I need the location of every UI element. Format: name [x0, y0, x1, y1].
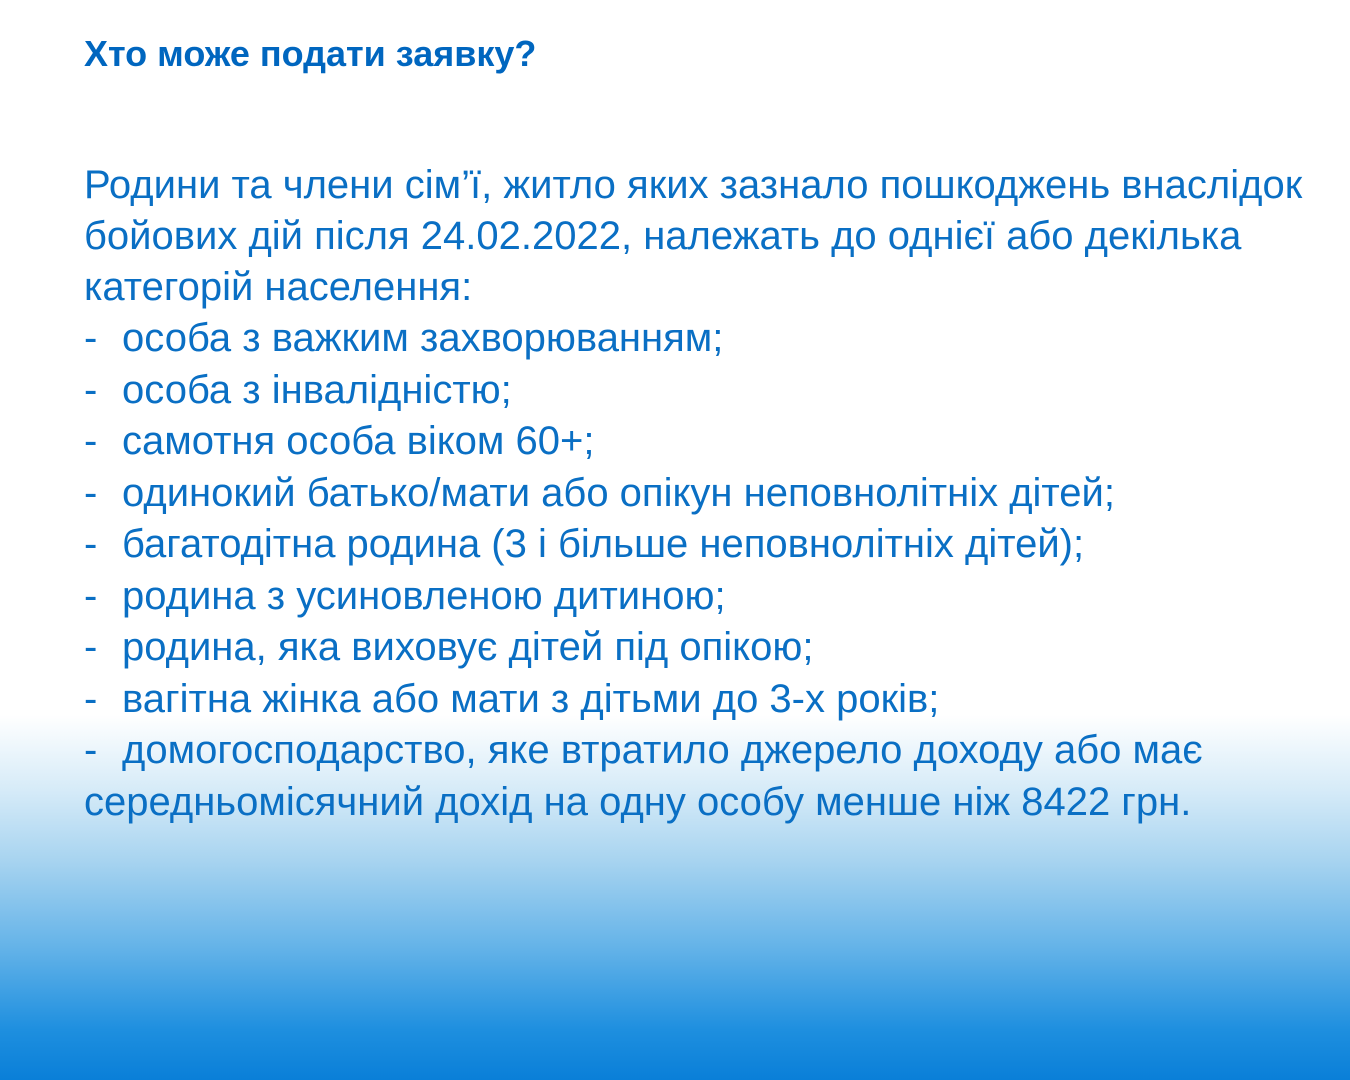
content-block	[84, 28, 1334, 828]
list-item-text: родина, яка виховує дітей під опікою;	[122, 625, 814, 669]
list-item	[84, 468, 1334, 520]
list-item-text: родина з усиновленою дитиною;	[122, 573, 726, 618]
list-item	[84, 725, 1334, 828]
list-item	[84, 416, 1334, 468]
bullet-dash: -	[84, 625, 98, 669]
bullet-dash: -	[84, 728, 98, 772]
list-item	[84, 313, 1334, 365]
bullet-dash: -	[84, 316, 98, 360]
list-item-text: домогосподарство, яке втратило джерело доходу або має середньомісячний дохід на одну особу менше ніж 8422 грн.	[84, 728, 1203, 824]
list-item	[84, 674, 1334, 726]
page-title: Хто може подати заявку?	[84, 33, 537, 74]
bullet-dash: -	[84, 573, 98, 618]
bullet-dash: -	[84, 676, 98, 721]
bullet-dash: -	[84, 419, 98, 463]
list-item	[84, 519, 1334, 571]
list-item-text: особа з інвалідністю;	[122, 367, 512, 412]
bullet-dash: -	[84, 470, 98, 515]
category-list	[84, 313, 1334, 828]
list-item	[84, 365, 1334, 417]
list-item-text: одинокий батько/мати або опікун неповнолітніх дітей;	[122, 470, 1116, 515]
bullet-dash: -	[84, 367, 98, 412]
list-item	[84, 622, 1334, 674]
list-item-text: особа з важким захворюванням;	[122, 316, 724, 360]
intro-paragraph: Родини та члени сім’ї, житло яких зазнало пошкоджень внаслідок бойових дій після 24.02.2022, належать до однієї або декілька категорій населення:	[84, 163, 1303, 309]
bullet-dash: -	[84, 522, 98, 566]
list-item-text: вагітна жінка або мати з дітьми до 3-х років;	[122, 676, 940, 721]
list-item-text: багатодітна родина (3 і більше неповнолітніх дітей);	[122, 522, 1085, 566]
list-item	[84, 571, 1334, 623]
list-item-text: самотня особа віком 60+;	[122, 419, 595, 463]
